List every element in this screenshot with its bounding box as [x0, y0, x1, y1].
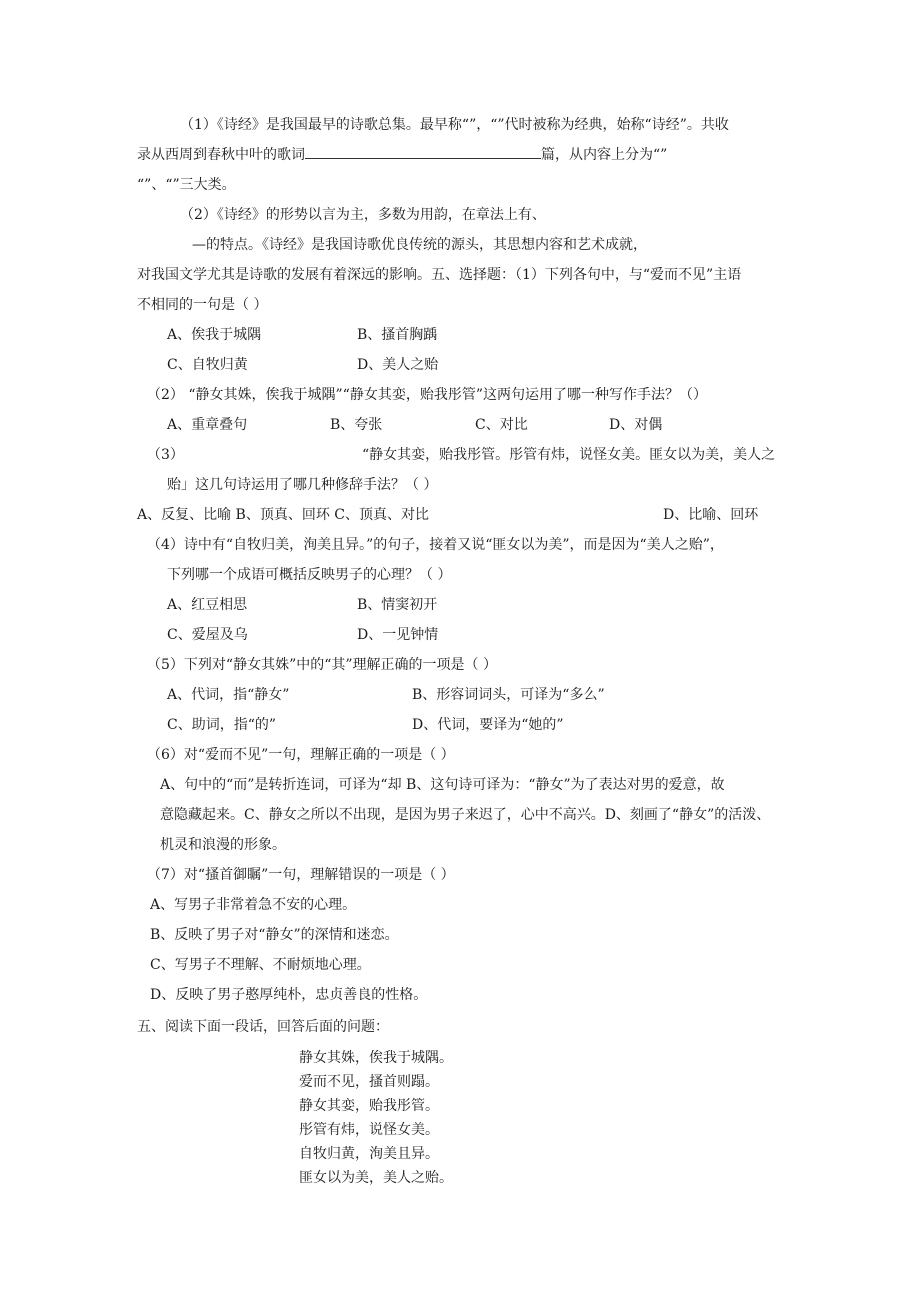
- mc-q1-option-d: D、美人之贻: [357, 357, 439, 373]
- fill-q1-line2-suffix: 篇，从内容上分为“”: [541, 147, 668, 163]
- mc-q5-option-a: A、代词，指“静女”: [167, 687, 290, 703]
- mc-q4-option-a: A、红豆相思: [167, 597, 248, 613]
- mc-q2-option-c: C、对比: [475, 417, 528, 433]
- mc-q6-stem: （6）对“爱而不见”一句，理解正确的一项是（ ）: [147, 747, 455, 763]
- poem-line: 匪女以为美，美人之贻。: [299, 1170, 453, 1186]
- mc-q5-stem: （5）下列对“静女其姝”中的“其”理解正确的一项是（ ）: [147, 657, 497, 673]
- mc-q4-option-b: B、情窦初开: [357, 597, 438, 613]
- fill-q2-line3: 对我国文学尤其是诗歌的发展有着深远的影响。五、选择题：（1）下列各句中，与“爱而不见”主语: [137, 267, 742, 283]
- section5-heading: 五、阅读下面一段话，回答后面的问题：: [137, 1019, 389, 1035]
- mc-q1-option-c: C、自牧归黄: [167, 357, 248, 373]
- mc-q4-option-d: D、一见钟情: [357, 627, 439, 643]
- mc-q5-option-c: C、助词，指“的”: [167, 717, 277, 733]
- poem-line: 彤管有炜，说怪女美。: [299, 1122, 439, 1138]
- fill-q1-line1: （1）《诗经》是我国最早的诗歌总集。最早称“”，“”代时被称为经典，始称“诗经”。共收: [180, 117, 729, 133]
- poem-line: 自牧归黄，洵美且异。: [299, 1146, 439, 1162]
- mc-q7-option-a: A、写男子非常着急不安的心理。: [150, 897, 357, 913]
- mc-q7-option-d: D、反映了男子憨厚纯朴，忠贞善良的性格。: [150, 987, 428, 1003]
- mc-q1-option-b: B、搔首胸踽: [357, 327, 438, 343]
- fill-q1-line3: “”、“”三大类。: [137, 177, 236, 193]
- mc-q6-body-line3: 机灵和浪漫的形象。: [160, 837, 286, 853]
- mc-q6-body-line2: 意隐藏起来。C、静女之所以不出现，是因为男子来迟了，心中不高兴。D、刻画了“静女”的活泼、: [160, 807, 771, 823]
- fill-q1-line2-prefix: 录从西周到春秋中叶的歌词: [137, 147, 305, 163]
- poem-line: 爱而不见，搔首则蹋。: [299, 1074, 439, 1090]
- mc-q4-stem-a: （4）诗中有“自牧归美，洵美且异。”的句子，接着又说“匪女以为美”，而是因为“美人之贻”，: [147, 537, 724, 553]
- mc-q3-stem-a: “静女其娈，贻我彤管。彤管有炜，说怪女美。匪女以为美，美人之: [362, 447, 776, 463]
- answer-blank[interactable]: [305, 146, 541, 159]
- mc-q2-option-a: A、重章叠句: [167, 417, 248, 433]
- mc-q3-stem-b: 贻」这几句诗运用了哪几种修辞手法？（ ）: [167, 477, 438, 493]
- mc-q3-number: （3）: [147, 447, 184, 463]
- mc-q3-option-d: D、比喻、回环: [663, 507, 759, 523]
- mc-q1-option-a: A、俟我于城隅: [167, 327, 262, 343]
- mc-q7-option-c: C、写男子不理解、不耐烦地心理。: [150, 957, 371, 973]
- mc-q3-options-abc: A、反复、比喻 B、顶真、回环 C、顶真、对比: [137, 507, 430, 523]
- fill-q2-line1: （2）《诗经》的形势以言为主，多数为用韵，在章法上有、: [180, 207, 546, 223]
- mc-q2-option-b: B、夸张: [330, 417, 383, 433]
- mc-q1-stem: 不相同的一句是（ ）: [137, 297, 268, 313]
- mc-q2-option-d: D、对偶: [609, 417, 663, 433]
- mc-q4-stem-b: 下列哪一个成语可概括反映男子的心理？（ ）: [167, 567, 452, 583]
- mc-q7-option-b: B、反映了男子对“静女”的深情和迷恋。: [150, 927, 399, 943]
- mc-q4-option-c: C、爱屋及乌: [167, 627, 248, 643]
- mc-q5-option-b: B、形容词词头，可译为“多么”: [412, 687, 605, 703]
- mc-q5-option-d: D、代词，要译为“她的”: [412, 717, 564, 733]
- fill-q1-line2: [137, 146, 667, 164]
- mc-q2-stem: （2） “静女其姝，俟我于城隅”“静女其娈，贻我彤管”这两句运用了哪一种写作手法？（）: [147, 387, 707, 403]
- mc-q7-stem: （7）对“搔首御瞩”一句，理解错误的一项是（ ）: [147, 867, 455, 883]
- poem-line: 静女其娈，贻我彤管。: [299, 1098, 439, 1114]
- fill-q2-line2: —的特点。《诗经》是我国诗歌优良传统的源头，其思想内容和艺术成就，: [192, 237, 647, 253]
- poem-line: 静女其姝，俟我于城隅。: [299, 1050, 453, 1066]
- mc-q6-body-line1: A、句中的“而”是转折连词，可译为“却 B、这句诗可译为：“静女”为了表达对男的爱意，故: [160, 777, 725, 793]
